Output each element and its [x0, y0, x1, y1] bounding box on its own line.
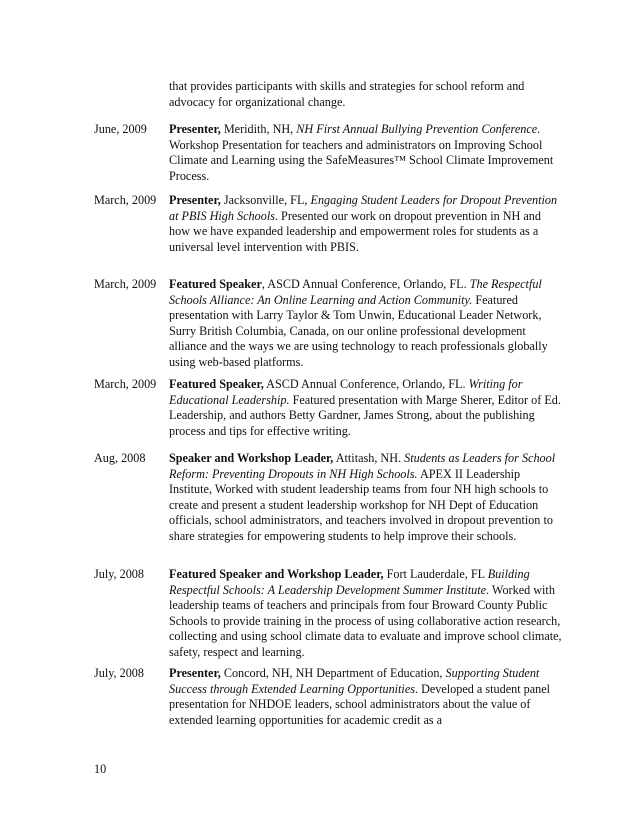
entry-text	[169, 567, 564, 661]
entry-title: , Engaging Student Leaders for Dropout Prevention at PBIS High Schools	[169, 193, 558, 223]
entry-title: Supporting Student Success through Extended Learning Opportunities	[169, 666, 540, 696]
entry-text	[169, 122, 564, 184]
entry-role: Featured Speaker and Workshop Leader,	[169, 567, 384, 581]
entry-text	[169, 277, 564, 371]
entry-date: Aug, 2008	[94, 451, 146, 465]
entry-list-item	[94, 567, 564, 661]
entry-place: Fort Lauderdale, FL	[383, 567, 488, 581]
entry-date: June, 2009	[94, 122, 147, 136]
entry-date: March, 2009	[94, 277, 157, 291]
entry-title: Writing for Educational Leadership.	[169, 377, 523, 407]
entry-role: Speaker and Workshop Leader,	[169, 451, 334, 465]
entry-list-item	[94, 451, 564, 545]
entry-text	[169, 666, 564, 728]
entry-list-item	[94, 122, 564, 184]
page-number: 10	[94, 762, 107, 776]
entry-date: July, 2008	[94, 666, 144, 680]
entry-role: Presenter,	[169, 666, 221, 680]
entry-place: ASCD Annual Conference, Orlando, FL.	[263, 377, 469, 391]
entry-title: Building Respectful Schools: A Leadership Development Summer Institute	[169, 567, 530, 597]
entry-text	[169, 451, 564, 545]
entry-place: Concord, NH, NH Department of Education,	[220, 666, 446, 680]
entry-description: . Developed a student panel presentation for NHDOE leaders, school administrators about the value of extended learning opportunities for academic credit as a	[169, 681, 551, 727]
entry-title: The Respectful Schools Alliance: An Online Learning and Action Community.	[169, 277, 542, 307]
entry-date: March, 2009	[94, 193, 157, 207]
entry-description: APEX II Leadership Institute, Worked with student leadership teams from four NH high schools to create and present a student leadership workshop for NH Dept of Education officials, school administrators, and teachers involved in dropout prevention to share strategies for empowering students to help improve their schools.	[169, 466, 553, 543]
entry-title: NH First Annual Bullying Prevention Conference	[296, 122, 538, 136]
entry-role: Featured Speaker,	[169, 377, 264, 391]
entry-description: Featured presentation with Marge Sherer, Editor of Ed. Leadership, and authors Betty Gardner, James Strong, about the publishing process and tips for effective writing.	[169, 392, 561, 438]
entry-description: . Presented our work on dropout prevention in NH and how we have expanded leadership and empowerment roles for students as a universal level intervention with PBIS.	[169, 208, 541, 254]
entry-description: . Workshop Presentation for teachers and administrators on Improving School Climate and Learning using the SafeMeasures™ School Climate Improvement Process.	[169, 122, 554, 183]
entry-title: Students as Leaders for School Reform: Preventing Dropouts in NH High Schools.	[169, 451, 556, 481]
entry-list-item	[94, 193, 564, 255]
entry-description: Featured presentation with Larry Taylor & Tom Unwin, Educational Leader Network, Surry British Columbia, Canada, on our online professional development alliance and the ways we are using technology to reach professionals globally using web-based platforms.	[169, 292, 548, 369]
entry-list-item	[94, 377, 564, 439]
entry-place: , ASCD Annual Conference, Orlando, FL.	[261, 277, 470, 291]
entry-place: Meridith, NH,	[220, 122, 297, 136]
entry-list-item	[94, 277, 564, 371]
entry-date: July, 2008	[94, 567, 144, 581]
continuation-paragraph	[94, 79, 564, 110]
entry-place: Jacksonville, FL	[220, 193, 305, 207]
entry-text	[169, 193, 564, 255]
entry-list-item	[94, 666, 564, 728]
entry-role: Featured Speaker	[169, 277, 262, 291]
entry-text	[169, 377, 564, 439]
entry-role: Presenter,	[169, 193, 221, 207]
continuation-text: that provides participants with skills and strategies for school reform and advocacy for organizational change.	[169, 79, 525, 109]
entry-place: Attitash, NH.	[333, 451, 405, 465]
entry-description: . Worked with leadership teams of teachers and principals from four Broward County Public Schools to provide training in the process of using collaborative action research, collecting and using school climate data to evaluate and improve school climate, safety, respect and learning.	[169, 582, 562, 659]
entry-role: Presenter,	[169, 122, 221, 136]
entry-date: March, 2009	[94, 377, 157, 391]
